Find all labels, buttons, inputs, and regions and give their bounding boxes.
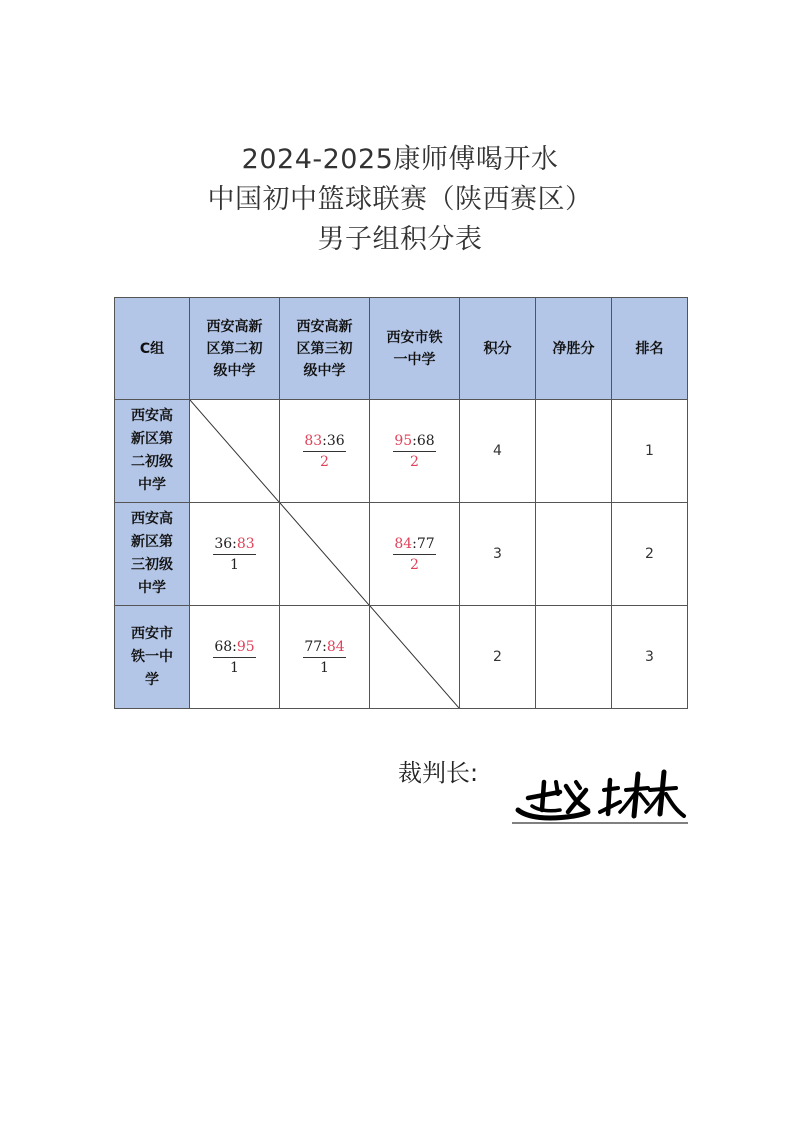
match-score — [213, 639, 255, 676]
match-points: 1 — [230, 659, 239, 676]
title-line-1: 2024-2025康师傅喝开水 — [241, 144, 559, 175]
points-header: 积分 — [460, 298, 536, 400]
match-points: 2 — [410, 556, 419, 573]
column-header-line: 级中学 — [303, 362, 346, 379]
match-result-cell — [370, 400, 460, 503]
opponent-score: 84 — [326, 638, 345, 655]
team-column-header — [190, 298, 280, 400]
diagonal-divider — [370, 606, 459, 708]
column-header-line: 区第二初 — [206, 340, 263, 357]
table-row — [115, 503, 688, 606]
own-score: 36 — [214, 535, 233, 552]
column-header-line: 西安高新 — [296, 318, 353, 335]
score-line: 36:83 — [213, 536, 255, 555]
net-score-cell — [536, 606, 612, 709]
column-header-line: 一中学 — [393, 351, 436, 368]
diagonal-divider — [190, 400, 279, 502]
match-score — [213, 536, 255, 573]
match-score — [393, 433, 435, 470]
match-result-cell — [280, 606, 370, 709]
group-label-cell — [115, 298, 190, 400]
match-points: 2 — [320, 453, 329, 470]
score-line: 68:95 — [213, 639, 255, 658]
own-score: 68 — [214, 638, 233, 655]
diagonal-divider — [280, 503, 369, 605]
referee-signature — [508, 760, 690, 826]
row-header-line: 新区第 — [131, 534, 173, 550]
opponent-score: 36 — [326, 432, 345, 449]
match-result-cell — [190, 503, 280, 606]
opponent-score: 68 — [416, 432, 435, 449]
match-result-cell — [280, 400, 370, 503]
points-cell: 4 — [460, 400, 536, 503]
own-score: 84 — [394, 535, 413, 552]
match-points: 1 — [320, 659, 329, 676]
column-header-line: 区第三初 — [296, 340, 353, 357]
row-header-line: 铁一中 — [131, 648, 173, 665]
match-score — [303, 433, 345, 470]
opponent-score: 95 — [236, 638, 255, 655]
self-match-cell — [370, 606, 460, 709]
opponent-score: 77 — [416, 535, 435, 552]
match-score — [303, 639, 345, 676]
team-row-header — [115, 606, 190, 709]
row-header-line: 新区第 — [131, 431, 173, 447]
match-points: 2 — [410, 453, 419, 470]
column-header-line: 西安高新 — [206, 318, 263, 335]
match-result-cell — [370, 503, 460, 606]
chief-referee-label: 裁判长: — [398, 759, 479, 787]
standings-table — [114, 297, 688, 709]
own-score: 83 — [304, 432, 323, 449]
title-line-3: 男子组积分表 — [317, 224, 483, 255]
row-header-line: 西安高 — [131, 511, 173, 527]
score-line: 77:84 — [303, 639, 345, 658]
points-cell: 2 — [460, 606, 536, 709]
opponent-score: 83 — [236, 535, 255, 552]
row-header-line: 西安市 — [131, 625, 173, 642]
team-column-header — [370, 298, 460, 400]
row-header-line: 中学 — [138, 580, 166, 596]
rank-cell: 3 — [612, 606, 688, 709]
match-result-cell — [190, 606, 280, 709]
score-line: 84:77 — [393, 536, 435, 555]
rank-cell: 2 — [612, 503, 688, 606]
net-score-cell — [536, 400, 612, 503]
own-score: 95 — [394, 432, 413, 449]
row-header-line: 二初级 — [131, 454, 173, 470]
net-score-cell — [536, 503, 612, 606]
row-header-line: 西安高 — [131, 408, 173, 424]
table-row — [115, 606, 688, 709]
team-row-header — [115, 503, 190, 606]
rank-cell: 1 — [612, 400, 688, 503]
self-match-cell — [280, 503, 370, 606]
row-header-line: 三初级 — [131, 557, 173, 573]
team-column-header — [280, 298, 370, 400]
score-line: 83:36 — [303, 433, 345, 452]
net-score-header: 净胜分 — [536, 298, 612, 400]
row-header-line: 学 — [145, 671, 159, 688]
rank-header: 排名 — [612, 298, 688, 400]
group-label: C组 — [139, 340, 165, 357]
column-header-line: 级中学 — [213, 362, 256, 379]
table-header-row — [115, 298, 688, 400]
column-header-line: 西安市铁 — [386, 329, 443, 346]
title-line-2: 中国初中篮球联赛（陕西赛区） — [207, 184, 593, 215]
own-score: 77 — [304, 638, 323, 655]
team-row-header — [115, 400, 190, 503]
score-line: 95:68 — [393, 433, 435, 452]
match-points: 1 — [230, 556, 239, 573]
row-header-line: 中学 — [138, 477, 166, 493]
self-match-cell — [190, 400, 280, 503]
document-title — [0, 140, 800, 260]
points-cell: 3 — [460, 503, 536, 606]
table-row — [115, 400, 688, 503]
match-score — [393, 536, 435, 573]
